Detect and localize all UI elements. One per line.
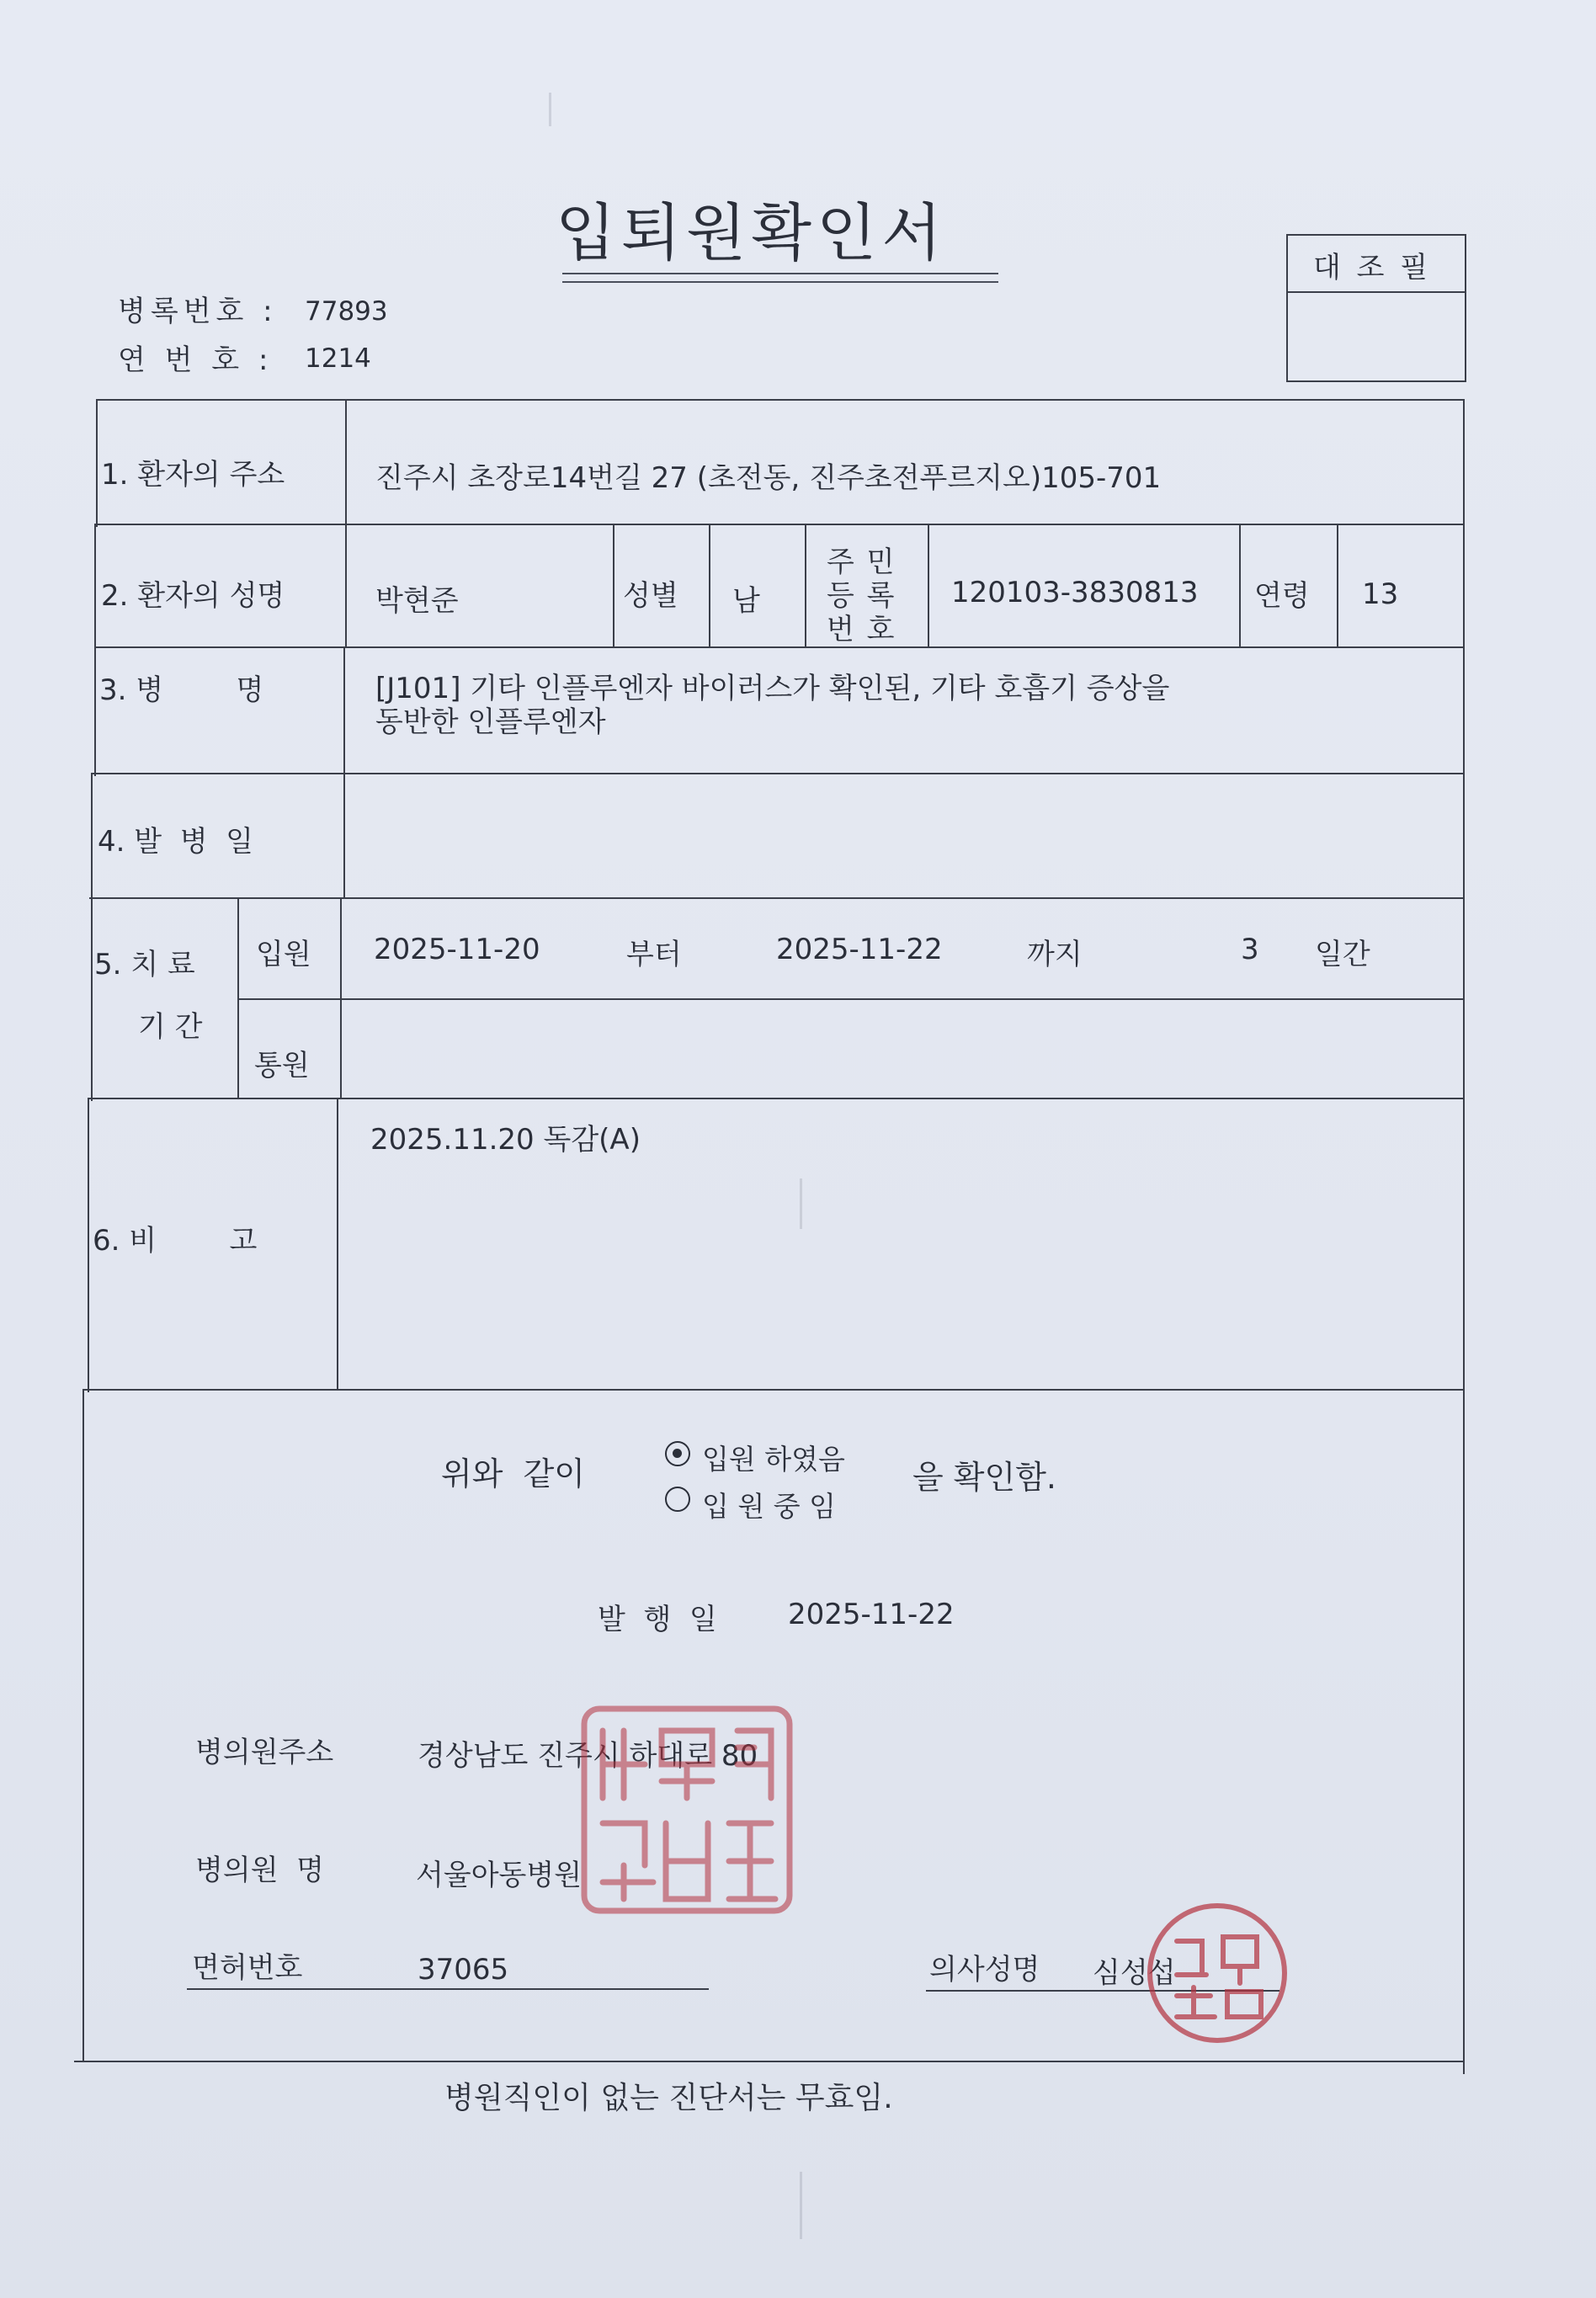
license-value: 37065	[418, 1953, 509, 1987]
rrn-label-3: 번 호	[827, 613, 896, 646]
address-label: 1. 환자의 주소	[101, 458, 285, 492]
disease-line-1: [J101] 기타 인플루엔자 바이러스가 확인된, 기타 호흡기 증상을	[375, 672, 1170, 705]
doctor-label: 의사성명	[929, 1953, 1040, 1987]
start-date: 2025-11-20	[374, 933, 540, 966]
days-value: 3	[1241, 933, 1259, 966]
confirm-prefix: 위와 같이	[441, 1455, 585, 1492]
license-underline	[187, 1988, 709, 1990]
option-hospitalized-label: 입 원 중 임	[702, 1490, 836, 1523]
doctor-value: 심성섭	[1093, 1956, 1176, 1990]
inpatient-label: 입원	[256, 938, 311, 971]
until-label: 까지	[1027, 938, 1083, 971]
license-label: 면허번호	[192, 1951, 303, 1985]
verification-label: 대 조 필	[1313, 251, 1432, 285]
days-label: 일간	[1315, 938, 1370, 971]
rrn-label-1: 주 민	[827, 545, 896, 579]
onset-label: 4. 발 병 일	[98, 825, 254, 859]
age-label: 연령	[1254, 579, 1310, 613]
remarks-label: 6. 비 고	[93, 1224, 258, 1258]
issue-date: 2025-11-22	[788, 1598, 955, 1631]
name-label: 2. 환자의 성명	[101, 579, 285, 613]
option-admitted-label: 입원 하였음	[702, 1443, 845, 1476]
address-value: 진주시 초장로14번길 27 (초전동, 진주초전푸르지오)105-701	[375, 461, 1162, 495]
period-label-1: 5. 치 료	[94, 948, 195, 981]
outpatient-label: 통원	[254, 1049, 310, 1083]
sex-value: 남	[732, 584, 760, 618]
disease-label: 3. 병 명	[99, 673, 264, 707]
period-label-2: 기 간	[138, 1010, 203, 1044]
end-date: 2025-11-22	[776, 933, 943, 966]
remarks-value: 2025.11.20 독감(A)	[370, 1123, 641, 1157]
hospital-name-label: 병의원 명	[195, 1854, 324, 1887]
age-value: 13	[1362, 577, 1399, 611]
disease-line-2: 동반한 인플루엔자	[375, 705, 606, 739]
rrn-label-2: 등 록	[827, 579, 896, 613]
serial-no-value: 1214	[305, 343, 371, 374]
verification-box	[1286, 234, 1466, 382]
hospital-name-value: 서울아동병원	[416, 1859, 583, 1892]
from-label: 부터	[626, 938, 682, 971]
issue-label: 발 행 일	[598, 1603, 717, 1636]
title-underline-2	[562, 281, 998, 283]
sex-label: 성별	[623, 579, 678, 613]
rrn-value: 120103-3830813	[951, 576, 1199, 609]
hospital-address-value: 경상남도 진주시 하대로 80	[418, 1739, 758, 1773]
title-underline	[562, 273, 998, 274]
radio-admitted[interactable]	[665, 1441, 690, 1466]
name-value: 박현준	[375, 584, 459, 618]
record-no-label: 병록번호 :	[118, 295, 278, 328]
doctor-seal-stamp	[1143, 1899, 1291, 2047]
hospital-address-label: 병의원주소	[195, 1736, 334, 1769]
confirm-suffix: 을 확인함.	[912, 1459, 1056, 1496]
radio-hospitalized[interactable]	[665, 1487, 690, 1512]
page-title: 입퇴원확인서	[556, 197, 947, 269]
record-no-value: 77893	[305, 296, 388, 327]
hospital-seal-stamp	[577, 1697, 796, 1924]
footer-notice: 병원직인이 없는 진단서는 무효임.	[444, 2081, 893, 2115]
serial-no-label: 연 번 호 :	[118, 343, 274, 377]
